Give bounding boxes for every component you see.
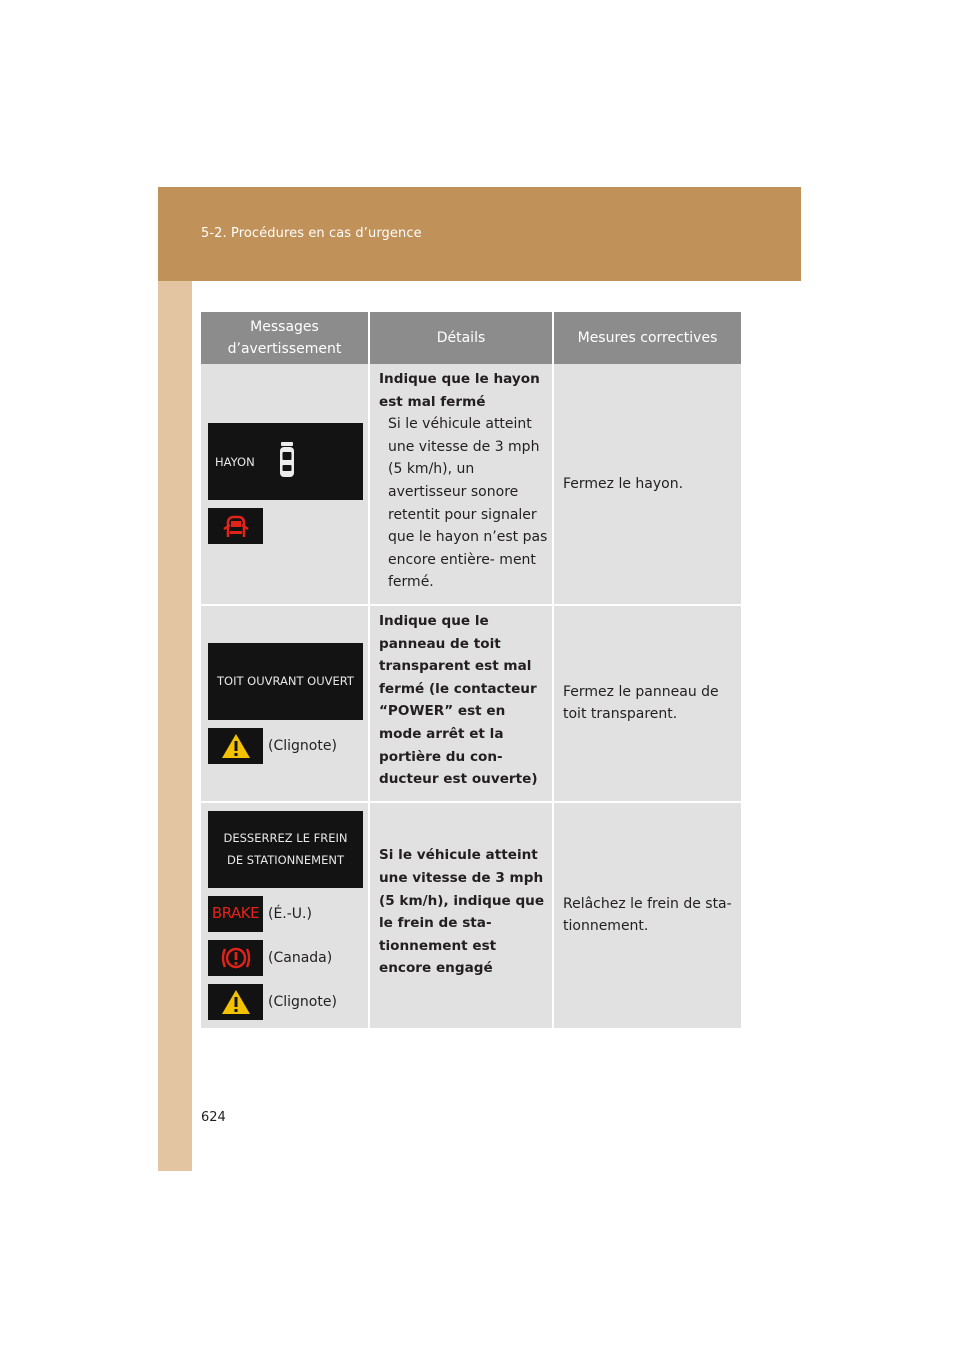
display-screen [208, 811, 363, 888]
details-text: Si le véhicule atteint une vitesse de 3 mph (5 km/h), un avertisseur sonore retentit pour signaler que le hayon n’est pas encore entière- ment fermé. [388, 416, 548, 591]
action-text: Fermez le hayon. [563, 475, 684, 492]
left-margin-strip [158, 187, 192, 1171]
header-messages: Messages d’avertissement [201, 312, 369, 364]
action-cell [553, 802, 741, 1028]
page-number: 624 [201, 1110, 226, 1125]
table-row [201, 364, 741, 605]
action-text: Relâchez le frein de sta- tionnement. [563, 895, 732, 935]
action-text: Fermez le panneau de toit transparent. [563, 683, 719, 723]
brake-text-indicator [208, 896, 263, 932]
action-cell [553, 364, 741, 605]
header-actions: Mesures correctives [553, 312, 741, 364]
display-screen [208, 423, 363, 500]
brake-warning-icon [208, 940, 263, 976]
details-title: Indique que le hayon est mal fermé [379, 371, 540, 410]
table-row [201, 605, 741, 802]
table-header-row [201, 312, 741, 364]
brake-text: BRAKE [211, 904, 260, 923]
details-cell [369, 605, 553, 802]
message-cell [201, 802, 369, 1028]
warning-messages-table [201, 312, 741, 1028]
tailgate-open-icon [278, 441, 296, 481]
indicator-label: (Clignote) [268, 993, 337, 1010]
warning-triangle-icon [208, 984, 263, 1020]
details-title: Si le véhicule atteint une vitesse de 3 mph (5 km/h), indique que le frein de sta- tionnement est encore engagé [379, 847, 545, 977]
screen-text: HAYON [215, 454, 255, 469]
message-cell [201, 364, 369, 605]
display-screen [208, 643, 363, 720]
details-cell [369, 364, 553, 605]
indicator-label: (É.-U.) [268, 905, 312, 922]
details-cell [369, 802, 553, 1028]
section-title: 5-2. Procédures en cas d’urgence [201, 226, 422, 241]
details-title: Indique que le panneau de toit transparent est mal fermé (le contacteur “POWER” est en mode arrêt et la portière du con- ducteur est ouverte) [379, 612, 538, 788]
indicator-label: (Clignote) [268, 737, 337, 754]
header-details: Détails [369, 312, 553, 364]
screen-line: DESSERREZ LE FREIN [223, 831, 348, 846]
table-row [201, 802, 741, 1028]
message-cell [201, 605, 369, 802]
indicator-label: (Canada) [268, 949, 333, 966]
tailgate-warning-icon [208, 508, 263, 544]
action-cell [553, 605, 741, 802]
screen-text: TOIT OUVRANT OUVERT [217, 674, 354, 689]
screen-line: DE STATIONNEMENT [227, 853, 344, 868]
warning-triangle-icon [208, 728, 263, 764]
